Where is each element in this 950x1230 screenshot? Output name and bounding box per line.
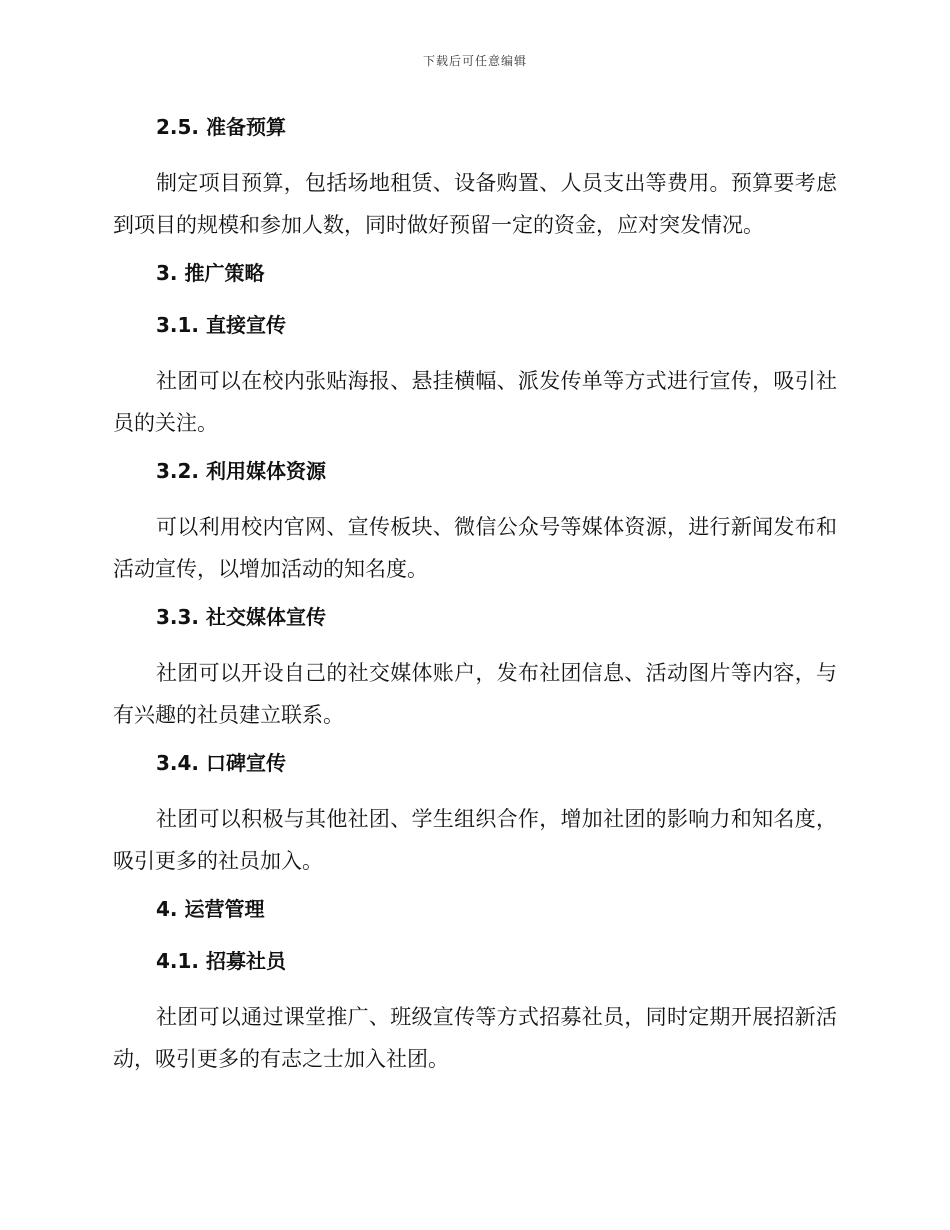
section-heading-3-2: 3.2. 利用媒体资源 bbox=[156, 459, 326, 483]
page-header: 下载后可任意编辑 bbox=[422, 54, 527, 68]
section-heading-3: 3. 推广策略 bbox=[156, 261, 265, 285]
section-heading-3-4: 3.4. 口碑宣传 bbox=[156, 751, 286, 775]
section-heading-3-1: 3.1. 直接宣传 bbox=[156, 313, 286, 337]
section-paragraph-3-2: 可以利用校内官网、宣传板块、微信公众号等媒体资源，进行新闻发布和活动宣传，以增加活动的知名度。 bbox=[113, 515, 837, 581]
section-heading-3-3: 3.3. 社交媒体宣传 bbox=[156, 605, 326, 629]
section-paragraph-3-3: 社团可以开设自己的社交媒体账户，发布社团信息、活动图片等内容，与有兴趣的社员建立联系。 bbox=[113, 661, 837, 727]
section-heading-4-1: 4.1. 招募社员 bbox=[156, 949, 286, 973]
section-heading-4: 4. 运营管理 bbox=[156, 897, 265, 921]
section-paragraph-2-5: 制定项目预算，包括场地租赁、设备购置、人员支出等费用。预算要考虑到项目的规模和参加人数，同时做好预留一定的资金，应对突发情况。 bbox=[113, 171, 837, 237]
section-paragraph-4-1: 社团可以通过课堂推广、班级宣传等方式招募社员，同时定期开展招新活动，吸引更多的有志之士加入社团。 bbox=[113, 1005, 837, 1071]
section-heading-2-5: 2.5. 准备预算 bbox=[156, 115, 286, 139]
section-paragraph-3-4: 社团可以积极与其他社团、学生组织合作，增加社团的影响力和知名度，吸引更多的社员加入。 bbox=[113, 807, 837, 873]
document-body bbox=[113, 110, 837, 1090]
section-paragraph-3-1: 社团可以在校内张贴海报、悬挂横幅、派发传单等方式进行宣传，吸引社员的关注。 bbox=[113, 369, 837, 435]
